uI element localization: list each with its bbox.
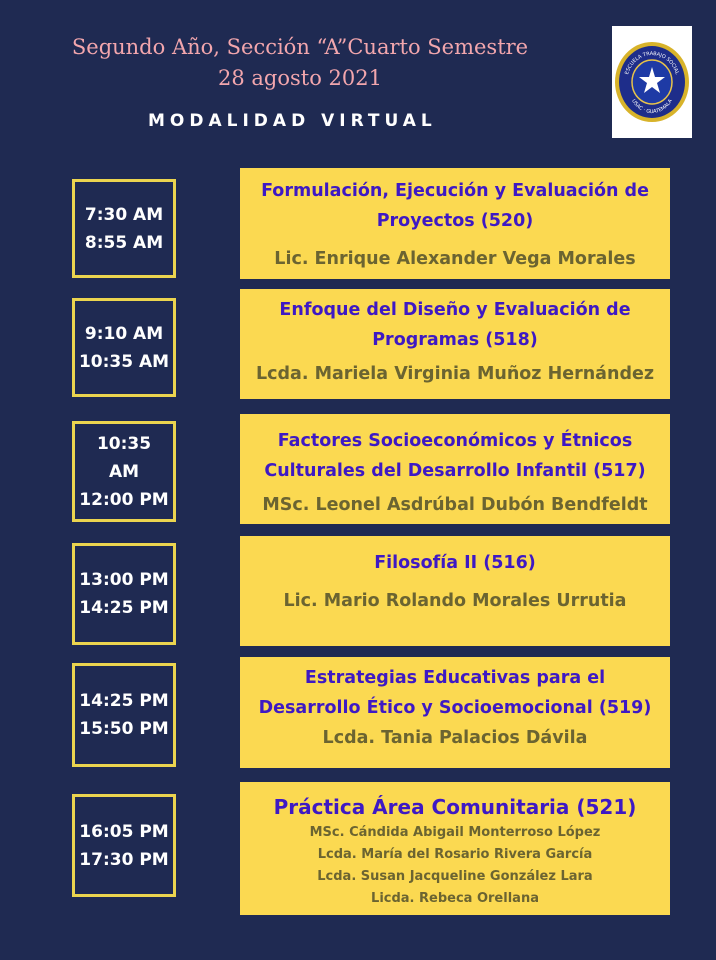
time-line: 12:00 PM [79, 489, 169, 510]
course-name-line: Práctica Área Comunitaria (521) [273, 795, 637, 819]
title-line-2: 28 agosto 2021 [218, 66, 382, 90]
time-line: 9:10 AM [84, 323, 164, 344]
time-line: 8:55 AM [84, 232, 164, 253]
teacher-name: Lcda. María del Rosario Rivera García [317, 847, 593, 862]
time-line: 17:30 PM [79, 849, 169, 870]
time-line: 16:05 PM [79, 821, 169, 842]
time-slot-6 [72, 794, 176, 897]
page-title [0, 32, 600, 94]
teacher-name: Lcda. Tania Palacios Dávila [322, 728, 588, 748]
time-slot-5 [72, 663, 176, 767]
course-name-line: Estrategias Educativas para el [304, 668, 606, 688]
time-line: 15:50 PM [79, 719, 169, 739]
teacher-name: Lic. Mario Rolando Morales Urrutia [283, 591, 627, 611]
logo-text-bottom: USAC · GUATEMALA [630, 98, 674, 116]
title-line-1: Segundo Año, Sección “A”Cuarto Semestre [71, 35, 529, 59]
time-line: 10:35 AM [78, 351, 170, 372]
course-card-6 [240, 782, 670, 915]
course-card-3 [240, 414, 670, 524]
time-slot-1 [72, 179, 176, 278]
course-card-1 [240, 168, 670, 279]
course-name-line: Desarrollo Ético y Socioemocional (519) [258, 698, 652, 718]
course-name-line: Filosofía II (516) [374, 553, 536, 573]
school-logo [612, 26, 692, 138]
time-line: AM [108, 461, 140, 482]
time-line: 14:25 PM [79, 691, 169, 711]
course-name-line: Proyectos (520) [376, 211, 534, 231]
modality-label: MODALIDAD VIRTUAL [148, 111, 437, 131]
course-name-line: Enfoque del Diseño y Evaluación de [279, 300, 631, 320]
time-slot-4 [72, 543, 176, 645]
time-slot-2 [72, 298, 176, 397]
course-card-2 [240, 289, 670, 399]
time-line: 7:30 AM [84, 204, 164, 225]
logo-text-top: ESCUELA TRABAJO SOCIAL [624, 50, 680, 76]
star-emblem-icon [613, 40, 691, 124]
course-name-line: Formulación, Ejecución y Evaluación de [261, 181, 649, 201]
teacher-name: MSc. Leonel Asdrúbal Dubón Bendfeldt [262, 495, 648, 515]
course-card-5 [240, 657, 670, 768]
time-line: 13:00 PM [79, 570, 169, 590]
teacher-name: MSc. Cándida Abigail Monterroso López [309, 825, 601, 840]
course-name-line: Culturales del Desarrollo Infantil (517) [264, 461, 646, 481]
teacher-name: Lcda. Susan Jacqueline González Lara [317, 869, 593, 884]
course-name-line: Programas (518) [372, 330, 538, 350]
course-card-4 [240, 536, 670, 646]
teacher-name: Licda. Rebeca Orellana [371, 891, 539, 906]
teacher-name: Lcda. Mariela Virginia Muñoz Hernández [255, 364, 655, 384]
course-name-line: Factores Socioeconómicos y Étnicos [277, 431, 633, 451]
time-line: 14:25 PM [79, 598, 169, 618]
time-slot-3 [72, 421, 176, 522]
teacher-name: Lic. Enrique Alexander Vega Morales [274, 249, 636, 269]
time-line: 10:35 [96, 433, 152, 454]
